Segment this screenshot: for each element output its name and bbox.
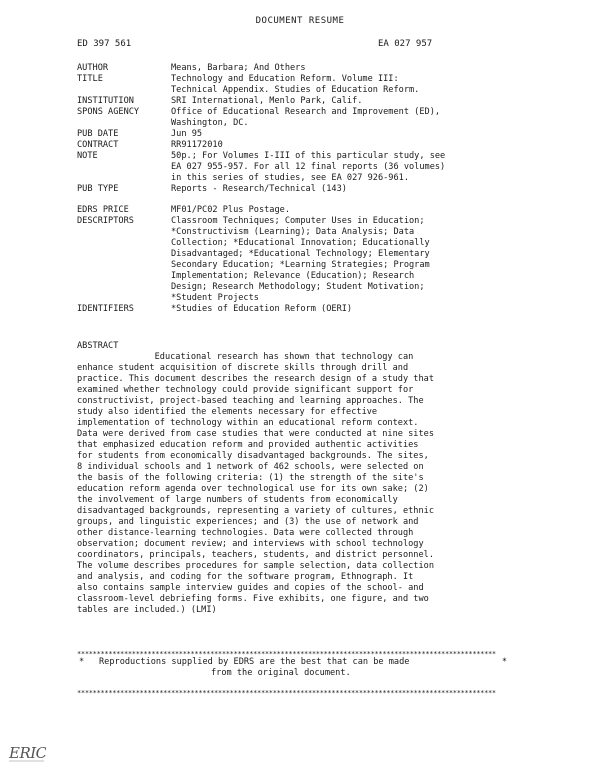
field-label: IDENTIFIERS [77,304,134,314]
abstract-line: study also identified the elements necessary for effective [77,407,378,417]
svg-text:ERIC: ERIC [9,744,46,762]
field-value: *Studies of Education Reform (OERI) [171,304,353,314]
abstract-line: coordinators, principals, teachers, students, and district personnel. [77,550,434,560]
reproduction-notice [77,657,507,679]
field-value: SRI International, Menlo Park, Calif. [171,96,363,106]
abstract-line: 8 individual schools and 1 network of 462 schools, were selected on [77,462,424,472]
abstract-line: that emphasized education reform and provided authentic activities [77,440,419,450]
ed-number: ED 397 561 [77,39,132,49]
abstract-line: Educational research has shown that technology can [77,352,414,362]
field-label: DESCRIPTORS [77,216,134,226]
field-value: Technology and Education Reform. Volume III: Technical Appendix. Studies of Education Reform. [171,74,420,95]
field-author [77,63,527,74]
abstract-line: constructivist, project-based teaching and learning approaches. The [77,396,424,406]
abstract-line: classroom-level debriefing forms. Five exhibits, one figure, and two [77,594,429,604]
abstract-label: ABSTRACT [77,341,119,351]
field-value: Office of Educational Research and Improvement (ED), Washington, DC. [171,107,441,128]
abstract-line: practice. This document describes the research design of a study that [77,374,434,384]
abstract-line: the basis of the following criteria: (1) the strength of the site's [77,473,424,483]
star-marker: * [79,657,85,667]
field-identifiers [77,304,527,315]
star-marker: * [501,657,507,667]
field-value: Jun 95 [171,129,203,139]
field-value: 50p.; For Volumes I-III of this particular study, see EA 027 955-957. For all 12 final reports (36 volumes) in this series of studies, see EA 027 926-961. [171,151,446,183]
field-label: CONTRACT [77,140,119,150]
field-edrs-price [77,205,527,216]
star-divider-bottom: *********************************************************************************************************** [77,689,496,697]
field-label: SPONS AGENCY [77,107,140,117]
abstract-line: education reform agenda over technological use for its own sake; (2) [77,484,429,494]
star-divider-top: *********************************************************************************************************** [77,650,496,658]
metadata-fields [77,63,527,315]
abstract-line: groups, and linguistic experiences; and (3) the use of network and [77,517,419,527]
abstract-body [77,352,517,616]
abstract-line: other distance-learning technologies. Data were collected through [77,528,414,538]
abstract-line: observation; document review; and interviews with school technology [77,539,424,549]
field-label: EDRS PRICE [77,205,129,215]
abstract-line: also contains sample interview guides and copies of the school- and [77,583,424,593]
field-institution [77,96,527,107]
field-label: PUB DATE [77,129,119,139]
reproduction-line-1: Reproductions supplied by EDRS are the best that can be made [99,657,410,667]
field-spons-agency [77,107,527,129]
abstract-line: disadvantaged backgrounds, representing a variety of cultures, ethnic [77,506,434,516]
field-value: RR91172010 [171,140,223,150]
abstract-line: enhance student acquisition of discrete skills through drill and [77,363,409,373]
field-label: INSTITUTION [77,96,134,106]
abstract-line: the involvement of large numbers of students from economically [77,495,398,505]
field-label: AUTHOR [77,63,109,73]
eric-logo-icon [8,738,46,764]
reproduction-line-2: from the original document. [211,668,351,678]
field-contract [77,140,527,151]
abstract-line: implementation of technology within an educational reform context. [77,418,419,428]
ea-number: EA 027 957 [378,39,433,49]
abstract-line: examined whether technology could provide significant support for [77,385,414,395]
field-value: Means, Barbara; And Others [171,63,306,73]
field-pub-date [77,129,527,140]
field-value: Classroom Techniques; Computer Uses in Education; *Constructivism (Learning); Data Analysis; Data Collection; *Educational Innovation; Educationally Disadvantaged; *Educational Technology; Elementary Secondary Education; *Learning Strategies; Program Implementation; Relevance (Education); Research Design; Research Methodology; Student Motivation; *Student Projects [171,216,430,303]
abstract-line: and analysis, and coding for the software program, Ethnograph. It [77,572,414,582]
abstract-line: The volume describes procedures for sample selection, data collection [77,561,434,571]
field-label: TITLE [77,74,103,84]
field-title [77,74,527,96]
field-label: NOTE [77,151,98,161]
abstract-line: tables are included.) (LMI) [77,605,217,615]
document-title: DOCUMENT RESUME [255,16,345,26]
eric-logo [8,738,46,764]
field-value: Reports - Research/Technical (143) [171,184,347,194]
abstract-line: for students from economically disadvantaged backgrounds. The sites, [77,451,429,461]
field-pub-type [77,184,527,195]
field-value: MF01/PC02 Plus Postage. [171,205,290,215]
abstract-line: Data were derived from case studies that were conducted at nine sites [77,429,434,439]
field-label: PUB TYPE [77,184,119,194]
field-note [77,151,527,184]
field-descriptors [77,216,527,304]
